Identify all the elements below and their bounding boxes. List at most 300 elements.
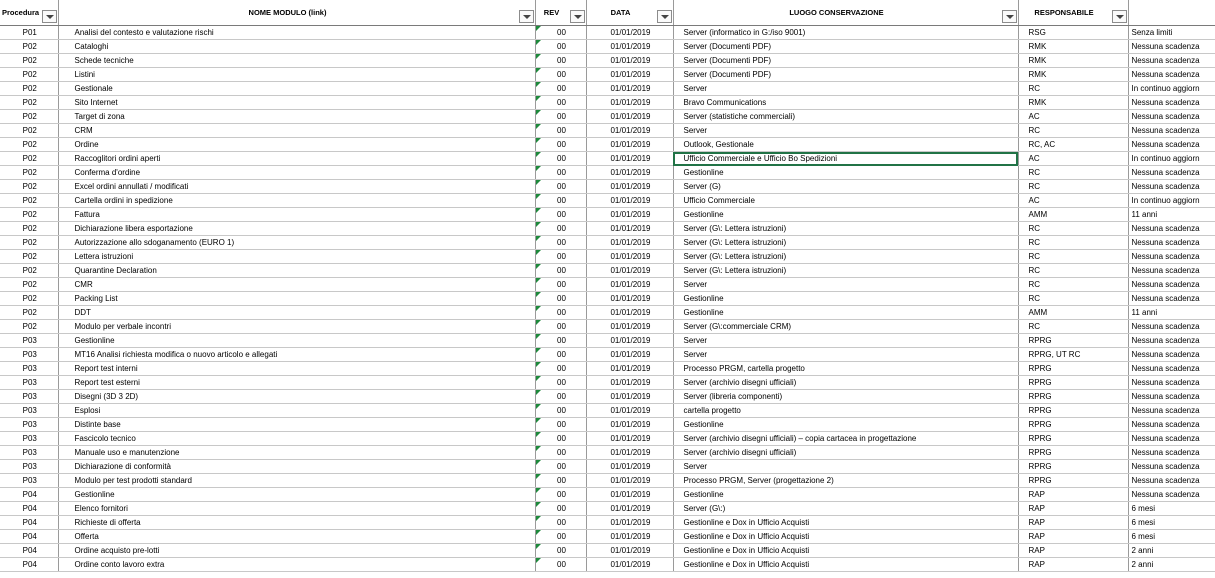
cell-rev[interactable] bbox=[535, 348, 586, 362]
cell-data[interactable]: 01/01/2019 bbox=[586, 446, 673, 460]
cell-scad[interactable]: Nessuna scadenza bbox=[1128, 264, 1215, 278]
cell-nome[interactable]: CMR bbox=[58, 278, 535, 292]
cell-rev[interactable] bbox=[535, 432, 586, 446]
cell-scad[interactable]: Nessuna scadenza bbox=[1128, 488, 1215, 502]
cell-resp[interactable]: RPRG bbox=[1018, 460, 1128, 474]
cell-rev[interactable] bbox=[535, 68, 586, 82]
cell-resp[interactable]: RAP bbox=[1018, 502, 1128, 516]
table-row bbox=[0, 432, 1215, 446]
cell-resp[interactable]: RC bbox=[1018, 292, 1128, 306]
filter-dropdown-icon[interactable] bbox=[42, 10, 57, 23]
cell-scad[interactable]: Nessuna scadenza bbox=[1128, 180, 1215, 194]
cell-resp[interactable]: RC bbox=[1018, 82, 1128, 96]
cell-rev[interactable] bbox=[535, 222, 586, 236]
cell-rev[interactable] bbox=[535, 446, 586, 460]
cell-data[interactable]: 01/01/2019 bbox=[586, 166, 673, 180]
cell-luogo[interactable]: Server (libreria componenti) bbox=[673, 390, 1018, 404]
cell-luogo[interactable]: Server bbox=[673, 82, 1018, 96]
cell-data[interactable]: 01/01/2019 bbox=[586, 320, 673, 334]
cell-resp[interactable]: RC bbox=[1018, 124, 1128, 138]
cell-nome[interactable]: Cataloghi bbox=[58, 40, 535, 54]
cell-proc[interactable]: P02 bbox=[0, 292, 58, 306]
cell-resp[interactable]: RC bbox=[1018, 264, 1128, 278]
cell-data[interactable]: 01/01/2019 bbox=[586, 544, 673, 558]
cell-rev[interactable] bbox=[535, 208, 586, 222]
error-indicator-icon bbox=[536, 432, 541, 437]
cell-nome[interactable]: Dichiarazione libera esportazione bbox=[58, 222, 535, 236]
cell-data[interactable]: 01/01/2019 bbox=[586, 460, 673, 474]
cell-resp[interactable]: AC bbox=[1018, 194, 1128, 208]
cell-resp[interactable]: RPRG bbox=[1018, 376, 1128, 390]
selected-cell[interactable]: Ufficio Commerciale e Ufficio Bo Spedizioni bbox=[673, 152, 1018, 166]
cell-luogo[interactable]: Gestionline e Dox in Ufficio Acquisti bbox=[673, 530, 1018, 544]
cell-nome[interactable]: Ordine conto lavoro extra bbox=[58, 558, 535, 572]
cell-data[interactable]: 01/01/2019 bbox=[586, 488, 673, 502]
cell-nome[interactable]: Lettera istruzioni bbox=[58, 250, 535, 264]
cell-scad[interactable]: Nessuna scadenza bbox=[1128, 376, 1215, 390]
cell-scad[interactable]: In continuo aggiorn bbox=[1128, 82, 1215, 96]
cell-proc[interactable]: P03 bbox=[0, 404, 58, 418]
cell-scad[interactable]: Nessuna scadenza bbox=[1128, 390, 1215, 404]
cell-rev[interactable] bbox=[535, 152, 586, 166]
cell-luogo[interactable]: Server (G\:commerciale CRM) bbox=[673, 320, 1018, 334]
cell-scad[interactable]: Nessuna scadenza bbox=[1128, 236, 1215, 250]
cell-resp[interactable]: RSG bbox=[1018, 26, 1128, 40]
cell-text: 00 bbox=[557, 266, 566, 275]
header-luogo-conservazione[interactable] bbox=[673, 0, 1018, 26]
cell-nome[interactable]: Fattura bbox=[58, 208, 535, 222]
cell-nome[interactable]: Gestionale bbox=[58, 82, 535, 96]
cell-proc[interactable]: P02 bbox=[0, 320, 58, 334]
cell-data[interactable]: 01/01/2019 bbox=[586, 40, 673, 54]
cell-nome[interactable]: Target di zona bbox=[58, 110, 535, 124]
cell-resp[interactable]: RPRG bbox=[1018, 334, 1128, 348]
cell-rev[interactable] bbox=[535, 236, 586, 250]
cell-rev[interactable] bbox=[535, 460, 586, 474]
cell-nome[interactable]: Esplosi bbox=[58, 404, 535, 418]
cell-nome[interactable]: CRM bbox=[58, 124, 535, 138]
cell-luogo[interactable]: Gestionline bbox=[673, 488, 1018, 502]
cell-luogo[interactable]: Gestionline bbox=[673, 292, 1018, 306]
cell-scad[interactable]: 2 anni bbox=[1128, 544, 1215, 558]
cell-rev[interactable] bbox=[535, 390, 586, 404]
cell-resp[interactable]: AMM bbox=[1018, 208, 1128, 222]
cell-data[interactable]: 01/01/2019 bbox=[586, 68, 673, 82]
cell-rev[interactable] bbox=[535, 82, 586, 96]
cell-data[interactable]: 01/01/2019 bbox=[586, 334, 673, 348]
cell-resp[interactable]: RAP bbox=[1018, 530, 1128, 544]
cell-rev[interactable] bbox=[535, 502, 586, 516]
cell-rev[interactable] bbox=[535, 334, 586, 348]
cell-rev[interactable] bbox=[535, 138, 586, 152]
cell-luogo[interactable]: Server bbox=[673, 348, 1018, 362]
cell-resp[interactable]: RPRG, UT RC bbox=[1018, 348, 1128, 362]
cell-luogo[interactable]: cartella progetto bbox=[673, 404, 1018, 418]
cell-rev[interactable] bbox=[535, 306, 586, 320]
error-indicator-icon bbox=[536, 208, 541, 213]
cell-data[interactable]: 01/01/2019 bbox=[586, 110, 673, 124]
cell-resp[interactable]: RC bbox=[1018, 166, 1128, 180]
cell-resp[interactable]: RAP bbox=[1018, 544, 1128, 558]
cell-scad[interactable]: Nessuna scadenza bbox=[1128, 334, 1215, 348]
error-indicator-icon bbox=[536, 334, 541, 339]
cell-nome[interactable]: Fascicolo tecnico bbox=[58, 432, 535, 446]
cell-resp[interactable]: AC bbox=[1018, 152, 1128, 166]
cell-data[interactable]: 01/01/2019 bbox=[586, 502, 673, 516]
header-label: RESPONSABILE bbox=[1034, 8, 1094, 17]
cell-proc[interactable]: P02 bbox=[0, 152, 58, 166]
cell-proc[interactable]: P03 bbox=[0, 334, 58, 348]
cell-proc[interactable]: P03 bbox=[0, 376, 58, 390]
cell-rev[interactable] bbox=[535, 110, 586, 124]
cell-resp[interactable]: RC, AC bbox=[1018, 138, 1128, 152]
cell-data[interactable]: 01/01/2019 bbox=[586, 376, 673, 390]
cell-luogo[interactable]: Server (informatico in G:/iso 9001) bbox=[673, 26, 1018, 40]
header-scadenza[interactable] bbox=[1128, 0, 1215, 26]
cell-resp[interactable]: RPRG bbox=[1018, 390, 1128, 404]
cell-data[interactable]: 01/01/2019 bbox=[586, 180, 673, 194]
cell-scad[interactable]: 2 anni bbox=[1128, 558, 1215, 572]
cell-rev[interactable] bbox=[535, 194, 586, 208]
cell-rev[interactable] bbox=[535, 54, 586, 68]
cell-luogo[interactable]: Gestionline bbox=[673, 208, 1018, 222]
cell-scad[interactable]: Nessuna scadenza bbox=[1128, 432, 1215, 446]
cell-proc[interactable]: P02 bbox=[0, 68, 58, 82]
cell-data[interactable]: 01/01/2019 bbox=[586, 362, 673, 376]
cell-scad[interactable]: Nessuna scadenza bbox=[1128, 96, 1215, 110]
cell-resp[interactable]: RPRG bbox=[1018, 362, 1128, 376]
cell-rev[interactable] bbox=[535, 404, 586, 418]
cell-resp[interactable]: RAP bbox=[1018, 516, 1128, 530]
cell-data[interactable]: 01/01/2019 bbox=[586, 474, 673, 488]
cell-rev[interactable] bbox=[535, 40, 586, 54]
cell-data[interactable]: 01/01/2019 bbox=[586, 250, 673, 264]
cell-data[interactable]: 01/01/2019 bbox=[586, 306, 673, 320]
cell-data[interactable]: 01/01/2019 bbox=[586, 390, 673, 404]
cell-nome[interactable]: Modulo per test prodotti standard bbox=[58, 474, 535, 488]
header-nome-modulo[interactable] bbox=[58, 0, 535, 26]
cell-nome[interactable]: Conferma d'ordine bbox=[58, 166, 535, 180]
header-label: DATA bbox=[610, 8, 631, 17]
cell-rev[interactable] bbox=[535, 488, 586, 502]
cell-nome[interactable]: Ordine bbox=[58, 138, 535, 152]
table-row bbox=[0, 488, 1215, 502]
header-data[interactable] bbox=[586, 0, 673, 26]
table-row bbox=[0, 138, 1215, 152]
filter-dropdown-icon[interactable] bbox=[657, 10, 672, 23]
cell-data[interactable]: 01/01/2019 bbox=[586, 530, 673, 544]
cell-scad[interactable]: Nessuna scadenza bbox=[1128, 278, 1215, 292]
cell-resp[interactable]: RC bbox=[1018, 250, 1128, 264]
cell-data[interactable]: 01/01/2019 bbox=[586, 194, 673, 208]
cell-proc[interactable]: P03 bbox=[0, 474, 58, 488]
cell-nome[interactable]: Cartella ordini in spedizione bbox=[58, 194, 535, 208]
cell-proc[interactable]: P02 bbox=[0, 194, 58, 208]
cell-nome[interactable]: Sito Internet bbox=[58, 96, 535, 110]
table-row bbox=[0, 376, 1215, 390]
cell-proc[interactable]: P02 bbox=[0, 40, 58, 54]
cell-nome[interactable]: Ordine acquisto pre-lotti bbox=[58, 544, 535, 558]
cell-luogo[interactable]: Server bbox=[673, 278, 1018, 292]
cell-scad[interactable]: Nessuna scadenza bbox=[1128, 292, 1215, 306]
cell-proc[interactable]: P04 bbox=[0, 488, 58, 502]
cell-nome[interactable]: Distinte base bbox=[58, 418, 535, 432]
cell-scad[interactable]: Nessuna scadenza bbox=[1128, 320, 1215, 334]
cell-scad[interactable]: Nessuna scadenza bbox=[1128, 460, 1215, 474]
cell-scad[interactable]: Nessuna scadenza bbox=[1128, 54, 1215, 68]
cell-rev[interactable] bbox=[535, 124, 586, 138]
cell-proc[interactable]: P02 bbox=[0, 180, 58, 194]
cell-luogo[interactable]: Gestionline e Dox in Ufficio Acquisti bbox=[673, 558, 1018, 572]
cell-scad[interactable]: Nessuna scadenza bbox=[1128, 362, 1215, 376]
cell-luogo[interactable]: Server (statistiche commerciali) bbox=[673, 110, 1018, 124]
cell-scad[interactable]: 6 mesi bbox=[1128, 516, 1215, 530]
cell-proc[interactable]: P03 bbox=[0, 418, 58, 432]
cell-rev[interactable] bbox=[535, 376, 586, 390]
cell-rev[interactable] bbox=[535, 180, 586, 194]
cell-scad[interactable]: Nessuna scadenza bbox=[1128, 110, 1215, 124]
cell-rev[interactable] bbox=[535, 278, 586, 292]
cell-nome[interactable]: Gestionline bbox=[58, 334, 535, 348]
cell-data[interactable]: 01/01/2019 bbox=[586, 278, 673, 292]
cell-scad[interactable]: Senza limiti bbox=[1128, 26, 1215, 40]
cell-data[interactable]: 01/01/2019 bbox=[586, 138, 673, 152]
cell-proc[interactable]: P02 bbox=[0, 124, 58, 138]
cell-scad[interactable]: Nessuna scadenza bbox=[1128, 404, 1215, 418]
cell-nome[interactable]: Richieste di offerta bbox=[58, 516, 535, 530]
cell-luogo[interactable]: Server bbox=[673, 124, 1018, 138]
cell-luogo[interactable]: Server (G\: Lettera istruzioni) bbox=[673, 236, 1018, 250]
header-procedura[interactable] bbox=[0, 0, 58, 26]
cell-luogo[interactable]: Gestionline bbox=[673, 306, 1018, 320]
cell-scad[interactable]: Nessuna scadenza bbox=[1128, 250, 1215, 264]
cell-data[interactable]: 01/01/2019 bbox=[586, 222, 673, 236]
cell-proc[interactable]: P02 bbox=[0, 166, 58, 180]
cell-rev[interactable] bbox=[535, 26, 586, 40]
cell-proc[interactable]: P04 bbox=[0, 516, 58, 530]
header-responsabile[interactable] bbox=[1018, 0, 1128, 26]
cell-data[interactable]: 01/01/2019 bbox=[586, 264, 673, 278]
cell-data[interactable]: 01/01/2019 bbox=[586, 124, 673, 138]
cell-nome[interactable]: Schede tecniche bbox=[58, 54, 535, 68]
filter-dropdown-icon[interactable] bbox=[1002, 10, 1017, 23]
cell-rev[interactable] bbox=[535, 362, 586, 376]
cell-luogo[interactable]: Gestionline e Dox in Ufficio Acquisti bbox=[673, 516, 1018, 530]
cell-resp[interactable]: RC bbox=[1018, 236, 1128, 250]
cell-nome[interactable]: DDT bbox=[58, 306, 535, 320]
cell-data[interactable]: 01/01/2019 bbox=[586, 418, 673, 432]
cell-proc[interactable]: P02 bbox=[0, 96, 58, 110]
cell-proc[interactable]: P03 bbox=[0, 348, 58, 362]
cell-rev[interactable] bbox=[535, 474, 586, 488]
cell-data[interactable]: 01/01/2019 bbox=[586, 404, 673, 418]
cell-data[interactable]: 01/01/2019 bbox=[586, 82, 673, 96]
cell-resp[interactable]: RPRG bbox=[1018, 474, 1128, 488]
cell-proc[interactable]: P02 bbox=[0, 208, 58, 222]
cell-data[interactable]: 01/01/2019 bbox=[586, 54, 673, 68]
cell-rev[interactable] bbox=[535, 516, 586, 530]
cell-nome[interactable]: Dichiarazione di conformità bbox=[58, 460, 535, 474]
cell-luogo[interactable]: Server (G\: Lettera istruzioni) bbox=[673, 222, 1018, 236]
cell-luogo[interactable]: Server (G) bbox=[673, 180, 1018, 194]
error-indicator-icon bbox=[536, 26, 541, 31]
cell-rev[interactable] bbox=[535, 544, 586, 558]
cell-scad[interactable]: 6 mesi bbox=[1128, 502, 1215, 516]
cell-luogo[interactable]: Server (archivio disegni ufficiali) – copia cartacea in progettazione bbox=[673, 432, 1018, 446]
cell-scad[interactable]: Nessuna scadenza bbox=[1128, 124, 1215, 138]
cell-text: 00 bbox=[557, 546, 566, 555]
cell-resp[interactable]: AC bbox=[1018, 110, 1128, 124]
cell-proc[interactable]: P02 bbox=[0, 264, 58, 278]
cell-text: 00 bbox=[557, 448, 566, 457]
cell-scad[interactable]: Nessuna scadenza bbox=[1128, 166, 1215, 180]
cell-data[interactable]: 01/01/2019 bbox=[586, 208, 673, 222]
cell-resp[interactable]: RAP bbox=[1018, 558, 1128, 572]
cell-luogo[interactable]: Processo PRGM, cartella progetto bbox=[673, 362, 1018, 376]
cell-rev[interactable] bbox=[535, 320, 586, 334]
cell-resp[interactable]: RPRG bbox=[1018, 446, 1128, 460]
cell-scad[interactable]: Nessuna scadenza bbox=[1128, 474, 1215, 488]
cell-data[interactable]: 01/01/2019 bbox=[586, 236, 673, 250]
cell-luogo[interactable]: Server bbox=[673, 460, 1018, 474]
cell-scad[interactable]: 11 anni bbox=[1128, 306, 1215, 320]
cell-proc[interactable]: P02 bbox=[0, 82, 58, 96]
cell-rev[interactable] bbox=[535, 530, 586, 544]
cell-luogo[interactable]: Gestionline bbox=[673, 418, 1018, 432]
cell-proc[interactable]: P03 bbox=[0, 446, 58, 460]
cell-proc[interactable]: P03 bbox=[0, 460, 58, 474]
cell-luogo[interactable]: Server (archivio disegni ufficiali) bbox=[673, 376, 1018, 390]
cell-luogo[interactable]: Server (G\:) bbox=[673, 502, 1018, 516]
cell-luogo[interactable]: Server bbox=[673, 334, 1018, 348]
cell-nome[interactable]: Disegni (3D 3 2D) bbox=[58, 390, 535, 404]
cell-nome[interactable]: Manuale uso e manutenzione bbox=[58, 446, 535, 460]
cell-data[interactable]: 01/01/2019 bbox=[586, 292, 673, 306]
cell-resp[interactable]: RMK bbox=[1018, 96, 1128, 110]
cell-proc[interactable]: P04 bbox=[0, 502, 58, 516]
cell-proc[interactable]: P04 bbox=[0, 558, 58, 572]
cell-scad[interactable]: 11 anni bbox=[1128, 208, 1215, 222]
cell-proc[interactable]: P02 bbox=[0, 250, 58, 264]
cell-nome[interactable]: Offerta bbox=[58, 530, 535, 544]
cell-nome[interactable]: Analisi del contesto e valutazione rischi bbox=[58, 26, 535, 40]
cell-nome[interactable]: Packing List bbox=[58, 292, 535, 306]
cell-rev[interactable] bbox=[535, 166, 586, 180]
cell-proc[interactable]: P02 bbox=[0, 306, 58, 320]
cell-resp[interactable]: RC bbox=[1018, 278, 1128, 292]
cell-luogo[interactable]: Server (Documenti PDF) bbox=[673, 54, 1018, 68]
cell-nome[interactable]: Elenco fornitori bbox=[58, 502, 535, 516]
cell-resp[interactable]: RPRG bbox=[1018, 432, 1128, 446]
cell-rev[interactable] bbox=[535, 250, 586, 264]
filter-dropdown-icon[interactable] bbox=[519, 10, 534, 23]
cell-luogo[interactable]: Server (Documenti PDF) bbox=[673, 68, 1018, 82]
cell-data[interactable]: 01/01/2019 bbox=[586, 96, 673, 110]
cell-nome[interactable]: Report test esterni bbox=[58, 376, 535, 390]
cell-luogo[interactable]: Server (archivio disegni ufficiali) bbox=[673, 446, 1018, 460]
cell-luogo[interactable]: Ufficio Commerciale bbox=[673, 194, 1018, 208]
cell-rev[interactable] bbox=[535, 264, 586, 278]
cell-data[interactable]: 01/01/2019 bbox=[586, 432, 673, 446]
cell-data[interactable]: 01/01/2019 bbox=[586, 26, 673, 40]
cell-nome[interactable]: MT16 Analisi richiesta modifica o nuovo articolo e allegati bbox=[58, 348, 535, 362]
cell-luogo[interactable]: Server (G\: Lettera istruzioni) bbox=[673, 264, 1018, 278]
cell-resp[interactable]: RMK bbox=[1018, 54, 1128, 68]
cell-resp[interactable]: RPRG bbox=[1018, 404, 1128, 418]
cell-scad[interactable]: Nessuna scadenza bbox=[1128, 138, 1215, 152]
cell-scad[interactable]: Nessuna scadenza bbox=[1128, 418, 1215, 432]
cell-proc[interactable]: P04 bbox=[0, 530, 58, 544]
cell-data[interactable]: 01/01/2019 bbox=[586, 558, 673, 572]
cell-resp[interactable]: RPRG bbox=[1018, 418, 1128, 432]
cell-scad[interactable]: Nessuna scadenza bbox=[1128, 348, 1215, 362]
cell-nome[interactable]: Excel ordini annullati / modificati bbox=[58, 180, 535, 194]
cell-luogo[interactable]: Gestionline e Dox in Ufficio Acquisti bbox=[673, 544, 1018, 558]
cell-proc[interactable]: P04 bbox=[0, 544, 58, 558]
cell-proc[interactable]: P02 bbox=[0, 54, 58, 68]
cell-nome[interactable]: Gestionline bbox=[58, 488, 535, 502]
cell-nome[interactable]: Report test interni bbox=[58, 362, 535, 376]
cell-rev[interactable] bbox=[535, 96, 586, 110]
cell-scad[interactable]: Nessuna scadenza bbox=[1128, 40, 1215, 54]
cell-luogo[interactable]: Server (G\: Lettera istruzioni) bbox=[673, 250, 1018, 264]
cell-resp[interactable]: RAP bbox=[1018, 488, 1128, 502]
cell-resp[interactable]: RC bbox=[1018, 180, 1128, 194]
cell-scad[interactable]: Nessuna scadenza bbox=[1128, 446, 1215, 460]
cell-proc[interactable]: P02 bbox=[0, 222, 58, 236]
cell-proc[interactable]: P03 bbox=[0, 390, 58, 404]
filter-dropdown-icon[interactable] bbox=[570, 10, 585, 23]
cell-data[interactable]: 01/01/2019 bbox=[586, 516, 673, 530]
cell-resp[interactable]: RC bbox=[1018, 320, 1128, 334]
cell-luogo[interactable]: Server (Documenti PDF) bbox=[673, 40, 1018, 54]
cell-proc[interactable]: P02 bbox=[0, 278, 58, 292]
cell-rev[interactable] bbox=[535, 558, 586, 572]
cell-resp[interactable]: RC bbox=[1018, 222, 1128, 236]
cell-proc[interactable]: P01 bbox=[0, 26, 58, 40]
cell-proc[interactable]: P03 bbox=[0, 362, 58, 376]
error-indicator-icon bbox=[536, 488, 541, 493]
cell-nome[interactable]: Quarantine Declaration bbox=[58, 264, 535, 278]
cell-resp[interactable]: RMK bbox=[1018, 40, 1128, 54]
cell-resp[interactable]: RMK bbox=[1018, 68, 1128, 82]
cell-luogo[interactable]: Gestionline bbox=[673, 166, 1018, 180]
cell-scad[interactable]: 6 mesi bbox=[1128, 530, 1215, 544]
cell-rev[interactable] bbox=[535, 292, 586, 306]
cell-proc[interactable]: P02 bbox=[0, 110, 58, 124]
cell-nome[interactable]: Modulo per verbale incontri bbox=[58, 320, 535, 334]
cell-scad[interactable]: Nessuna scadenza bbox=[1128, 68, 1215, 82]
header-rev[interactable] bbox=[535, 0, 586, 26]
cell-luogo[interactable]: Processo PRGM, Server (progettazione 2) bbox=[673, 474, 1018, 488]
cell-nome[interactable]: Raccoglitori ordini aperti bbox=[58, 152, 535, 166]
cell-scad[interactable]: In continuo aggiorn bbox=[1128, 152, 1215, 166]
cell-proc[interactable]: P03 bbox=[0, 432, 58, 446]
cell-scad[interactable]: In continuo aggiorn bbox=[1128, 194, 1215, 208]
cell-rev[interactable] bbox=[535, 418, 586, 432]
cell-data[interactable]: 01/01/2019 bbox=[586, 348, 673, 362]
cell-data[interactable]: 01/01/2019 bbox=[586, 152, 673, 166]
cell-proc[interactable]: P02 bbox=[0, 236, 58, 250]
cell-luogo[interactable]: Outlook, Gestionale bbox=[673, 138, 1018, 152]
cell-luogo[interactable]: Bravo Communications bbox=[673, 96, 1018, 110]
cell-nome[interactable]: Autorizzazione allo sdoganamento (EURO 1) bbox=[58, 236, 535, 250]
cell-nome[interactable]: Listini bbox=[58, 68, 535, 82]
cell-proc[interactable]: P02 bbox=[0, 138, 58, 152]
cell-scad[interactable]: Nessuna scadenza bbox=[1128, 222, 1215, 236]
filter-dropdown-icon[interactable] bbox=[1112, 10, 1127, 23]
cell-resp[interactable]: AMM bbox=[1018, 306, 1128, 320]
